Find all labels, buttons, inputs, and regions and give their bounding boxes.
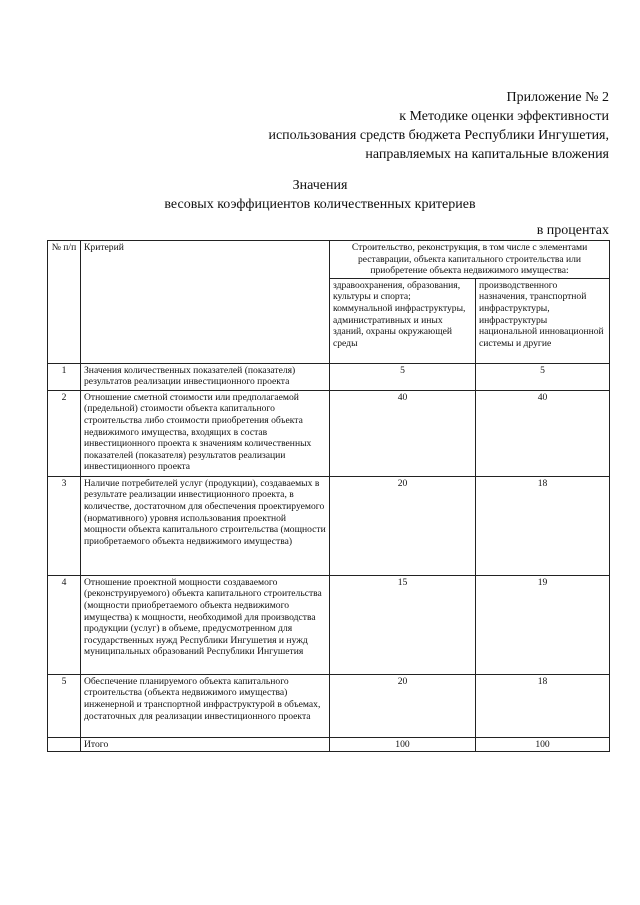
row-num: 3 [48,476,81,575]
row-value-2: 19 [476,575,610,674]
row-num: 2 [48,390,81,476]
row-value-2: 40 [476,390,610,476]
row-criterion: Наличие потребителей услуг (продукции), создаваемых в результате реализации инвестиционного проекта, в количестве, достаточном для обеспечения проектируемого (нормативного) уровня использования проектной мощности объекта капитального строительства (мощности приобретаемого объекта недвижимого имущества) [81,476,330,575]
annex-line: направляемых на капитальные вложения [365,147,609,162]
row-value-2: 18 [476,476,610,575]
annex-line: Приложение № 2 [506,90,609,105]
row-num: 1 [48,363,81,390]
row-value-1: 40 [330,390,476,476]
row-value-1: 20 [330,674,476,737]
row-num: 5 [48,674,81,737]
unit-label: в процентах [536,223,609,238]
table-row [48,363,610,390]
total-value-1: 100 [330,737,476,752]
row-criterion: Значения количественных показателей (показателя) результатов реализации инвестиционного проекта [81,363,330,390]
header-group: Строительство, реконструкция, в том числе с элементами реставрации, объекта капитального строительства или приобретение объекта недвижимого имущества: [330,241,610,279]
document-heading [0,176,640,214]
total-label: Итого [81,737,330,752]
row-criterion: Обеспечение планируемого объекта капитального строительства (объекта недвижимого имущества) инженерной и транспортной инфраструктурой в объемах, достаточных для реализации инвестиционного проекта [81,674,330,737]
annex-block [129,88,609,164]
annex-line: использования средств бюджета Республики Ингушетия, [268,128,609,143]
header-sub-2: производственного назначения, транспортной инфраструктуры, инфраструктуры национальной инновационной системы и другие [476,278,610,363]
row-criterion: Отношение сметной стоимости или предполагаемой (предельной) стоимости объекта капитального строительства либо стоимости приобретения объекта недвижимого имущества, входящих в состав инвестиционного проекта к значениям количественных показателей (показателя) результатов реализации инвестиционного проекта [81,390,330,476]
table-total-row [48,737,610,752]
table-header-row [48,241,610,279]
header-criterion: Критерий [81,241,330,364]
coefficients-table [47,240,610,752]
table-row [48,390,610,476]
row-criterion: Отношение проектной мощности создаваемого (реконструируемого) объекта капитального строительства (мощности приобретаемого объекта недвижимого имущества) к мощности, необходимой для производства продукции (услуг) в объеме, предусмотренном для государственных нужд Республики Ингушетия и нужд муниципальных образований Республики Ингушетия [81,575,330,674]
table-row [48,674,610,737]
row-value-1: 20 [330,476,476,575]
total-num [48,737,81,752]
heading-line-1: Значения [292,178,348,193]
row-value-1: 5 [330,363,476,390]
table-row [48,476,610,575]
header-sub-1: здравоохранения, образования, культуры и спорта; коммунальной инфраструктуры, административных и иных зданий, охраны окружающей среды [330,278,476,363]
row-num: 4 [48,575,81,674]
header-num: № п/п [48,241,81,364]
row-value-2: 5 [476,363,610,390]
row-value-2: 18 [476,674,610,737]
annex-line: к Методике оценки эффективности [399,109,609,124]
table-row [48,575,610,674]
total-value-2: 100 [476,737,610,752]
heading-line-2: весовых коэффициентов количественных критериев [164,197,476,212]
row-value-1: 15 [330,575,476,674]
